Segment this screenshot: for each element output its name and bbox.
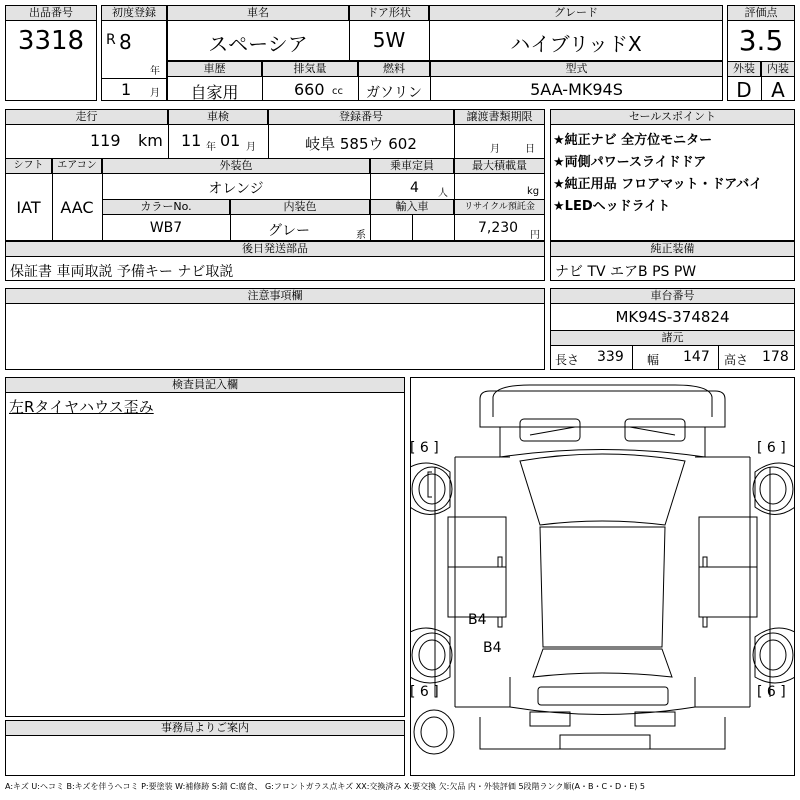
divider [454,109,455,158]
door-label: ドア形状 [349,5,429,21]
fuel: ガソリン [366,85,422,101]
equipment: ナビ TV エアB PS PW [555,264,697,280]
divider [101,78,167,79]
tire-value-front-right: [ 6 ] [757,440,786,456]
first-reg-year: 8 [119,30,132,54]
displacement-unit: cc [332,86,343,97]
exterior-grade: D [736,78,752,102]
selling-point: ★純正ナビ 全方位モニター [553,133,713,148]
capacity-label: 乗車定員 [370,158,454,174]
inspection-month-unit: 月 [246,142,256,153]
width: 147 [683,349,710,365]
legend: A:キズ U:ヘコミ B:キズを伴うヘコミ P:要塗装 W:補修跡 S:錆 C:腐食、 G:フロントガラス点キズ XX:交換済み X:要交換 欠:欠品 内・外装評価 5段階ランク順(A・B・C・D・E) 5 [5,782,646,791]
displacement-label: 排気量 [262,61,358,77]
interior-color-label: 内装色 [230,199,370,215]
car-name-label: 車名 [167,5,349,21]
inspection-year: 11 [181,131,202,150]
grade-label: グレード [429,5,723,21]
height-label: 高さ [724,353,749,367]
registration-number: 岐阜 585ウ 602 [305,135,417,153]
score-label: 評価点 [727,5,795,21]
month-unit: 月 [150,88,160,99]
tire-value-rear-right: [ 6 ] [757,684,786,700]
interior-color-unit: 系 [356,230,366,241]
selling-point: ★純正用品 フロアマット・ドアバイ [553,177,763,192]
shift-label: シフト [5,158,52,174]
year-unit: 年 [150,66,160,77]
history: 自家用 [190,83,239,102]
lot-number: 3318 [17,26,85,56]
recycle-label: リサイクル預託金 [454,199,545,215]
chassis-label: 車台番号 [550,288,795,304]
interior-grade: A [771,78,785,102]
inspection-year-unit: 年 [206,142,216,153]
length-label: 長さ [555,353,580,367]
selling-point: ★LEDヘッドライト [553,199,671,214]
equipment-label: 純正装備 [550,241,795,257]
interior-color: グレー [268,223,310,239]
score: 3.5 [738,24,784,57]
max-load-unit: kg [527,186,540,197]
selling-points-label: セールスポイント [550,109,795,125]
fuel-label: 燃料 [358,61,430,77]
tire-value-rear-left: [ 6 ] [410,684,439,700]
damage-mark: B4 [468,612,487,628]
later-parts-label: 後日発送部品 [5,241,545,257]
inspector-label: 検査員記入欄 [5,377,405,393]
displacement: 660 [294,80,325,99]
air-conditioner: AAC [60,198,94,217]
inspector-block [5,377,405,717]
divider [168,109,169,158]
spec-label: 諸元 [550,330,795,346]
first-registration-label: 初度登録 [101,5,167,21]
grade: ハイブリッドX [510,32,642,56]
history-label: 車歴 [167,61,262,77]
mileage-label: 走行 [5,109,168,125]
color-label: 外装色 [102,158,370,174]
max-load-label: 最大積載量 [454,158,545,174]
later-parts: 保証書 車両取説 予備キー ナビ取説 [10,264,234,280]
recycle-fee: 7,230 [478,220,519,236]
color-number: WB7 [149,220,183,236]
ac-label: エアコン [52,158,102,174]
interior-label: 内装 [761,61,795,77]
divider [718,346,719,370]
selling-point: ★両側パワースライドドア [553,155,707,170]
recycle-fee-unit: 円 [530,230,540,241]
divider [262,61,263,101]
car-name: スペーシア [208,32,308,56]
mileage-unit: km [138,131,163,150]
divider [632,346,633,370]
tire-value-front-left: [ 6 ] [410,440,439,456]
exterior-label: 外装 [727,61,761,77]
transfer-month-unit: 月 [490,144,500,155]
vehicle-diagram [410,377,795,776]
capacity: 4 [410,180,419,196]
import-label: 輸入車 [370,199,454,215]
divider [412,215,413,241]
height: 178 [762,349,789,365]
lot-number-label: 出品番号 [5,5,97,21]
registration-label: 登録番号 [268,109,454,125]
mileage: 119 [90,131,121,150]
office-label: 事務局よりご案内 [5,720,405,736]
notes-label: 注意事項欄 [5,288,545,304]
model: 5AA-MK94S [530,80,623,99]
inspector-comment: 左Rタイヤハウス歪み [9,398,154,416]
inspection-month: 01 [220,131,241,150]
transfer-day-unit: 日 [525,144,535,155]
first-reg-month: 1 [121,80,132,99]
capacity-unit: 人 [438,188,448,199]
model-label: 型式 [430,61,723,77]
era: R [106,32,116,48]
inspection-label: 車検 [168,109,268,125]
door-type: 5W [372,28,406,52]
damage-mark: B4 [483,640,502,656]
length: 339 [597,349,624,365]
color-number-label: カラーNo. [102,199,230,215]
divider [230,199,231,241]
shift: IAT [16,198,41,217]
transfer-deadline-label: 譲渡書類期限 [454,109,545,125]
exterior-color: オレンジ [208,181,264,197]
chassis-number: MK94S-374824 [615,308,730,326]
width-label: 幅 [647,353,660,367]
